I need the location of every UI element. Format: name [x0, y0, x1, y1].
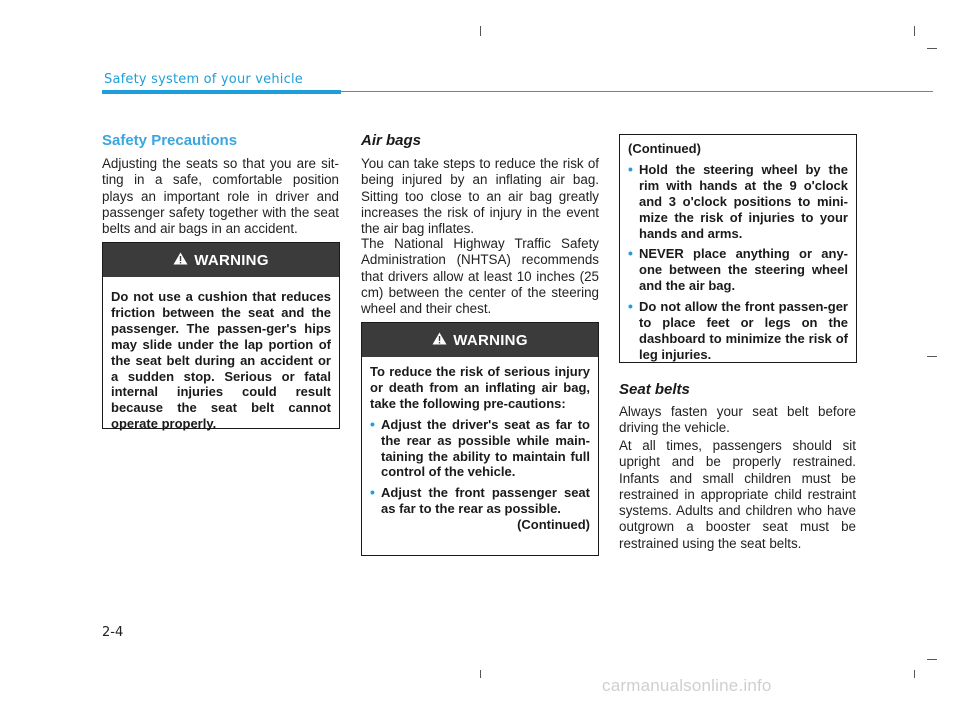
- list-item: [370, 485, 590, 517]
- list-item-text: NEVER place anything or any-one between the steering wheel and the air bag.: [639, 246, 848, 294]
- page-number: 2-4: [102, 625, 124, 640]
- warning-box-airbag: [361, 322, 599, 556]
- warning-label: WARNING: [453, 331, 528, 349]
- bullet-icon: •: [370, 484, 375, 501]
- crop-mark: [914, 670, 915, 678]
- list-item-text: Adjust the front passenger seat as far to the rear as possible.: [381, 485, 590, 517]
- crop-mark: [480, 26, 481, 36]
- crop-mark: [927, 48, 937, 49]
- warning-triangle-icon: [432, 332, 447, 349]
- seat-belts-paragraph-2: At all times, passengers should sit upright and be properly restrained. Infants and small children must be restrained in appropriate child restraint systems. Adults and children who have outgrown a booster seat must be restrained using the seat belts.: [619, 438, 856, 551]
- list-item: [370, 417, 590, 481]
- bullet-icon: •: [628, 298, 633, 315]
- crop-mark: [927, 356, 937, 357]
- seat-belts-paragraph-1: Always fasten your seat belt before driving the vehicle.: [619, 404, 856, 436]
- header-accent-bar: [102, 90, 341, 94]
- list-item-text: Hold the steering wheel by the rim with hands at the 9 o'clock and 3 o'clock positions to mini-mize the risk of injuries to your hands and arms.: [639, 161, 848, 241]
- warning-intro: To reduce the risk of serious injury or death from an inflating air bag, take the following pre-cautions:: [370, 364, 590, 411]
- crop-mark: [480, 670, 481, 678]
- warning-label: WARNING: [194, 251, 269, 269]
- warning-box-cushion: [102, 242, 340, 432]
- warning-box-continued: [619, 134, 857, 363]
- bullet-icon: •: [370, 415, 375, 432]
- heading-air-bags: Air bags: [361, 132, 422, 149]
- list-item-text: Adjust the driver's seat as far to the rear as possible while main-taining the ability to maintain full control of the vehicle.: [381, 416, 590, 480]
- list-item: [628, 162, 848, 242]
- header-rule: [341, 91, 933, 92]
- heading-safety-precautions: Safety Precautions: [102, 132, 238, 149]
- bullet-icon: •: [628, 245, 633, 262]
- warning-header: [362, 323, 598, 357]
- crop-mark: [927, 659, 937, 660]
- list-item-text: Do not allow the front passen-ger to place feet or legs on the dashboard to minimize the risk of leg injuries.: [639, 299, 848, 362]
- continued-label: (Continued): [628, 141, 701, 156]
- section-header: Safety system of your vehicle: [104, 72, 303, 87]
- crop-mark: [914, 26, 915, 36]
- list-item: [628, 246, 848, 294]
- air-bags-paragraph-2: The National Highway Traffic Safety Administration (NHTSA) recommends that drivers allow at least 10 inches (25 cm) between the center of the steering wheel and their chest.: [361, 236, 599, 317]
- list-item: [628, 299, 848, 363]
- continued-label: (Continued): [517, 517, 590, 533]
- safety-precautions-text: Adjusting the seats so that you are sit-ting in a safe, comfortable position plays an important role in driver and passenger safety together with the seat belts and air bags in an accident.: [102, 156, 339, 237]
- air-bags-paragraph-1: You can take steps to reduce the risk of being injured by an inflating air bag. Sitting too close to an air bag greatly increases the risk of injury in the event the air bag inflates.: [361, 156, 599, 237]
- footer-watermark: carmanualsonline.info: [602, 676, 772, 695]
- heading-seat-belts: Seat belts: [619, 381, 690, 398]
- warning-triangle-icon: [173, 252, 188, 269]
- bullet-icon: •: [628, 160, 633, 177]
- warning-header: [103, 243, 339, 277]
- warning-text: Do not use a cushion that reduces friction between the seat and the passenger. The passen-ger's hips may slide under the lap portion of the seat belt during an accident or a sudden stop. Serious or fatal internal injuries could result because the seat belt cannot operate properly.: [111, 289, 331, 432]
